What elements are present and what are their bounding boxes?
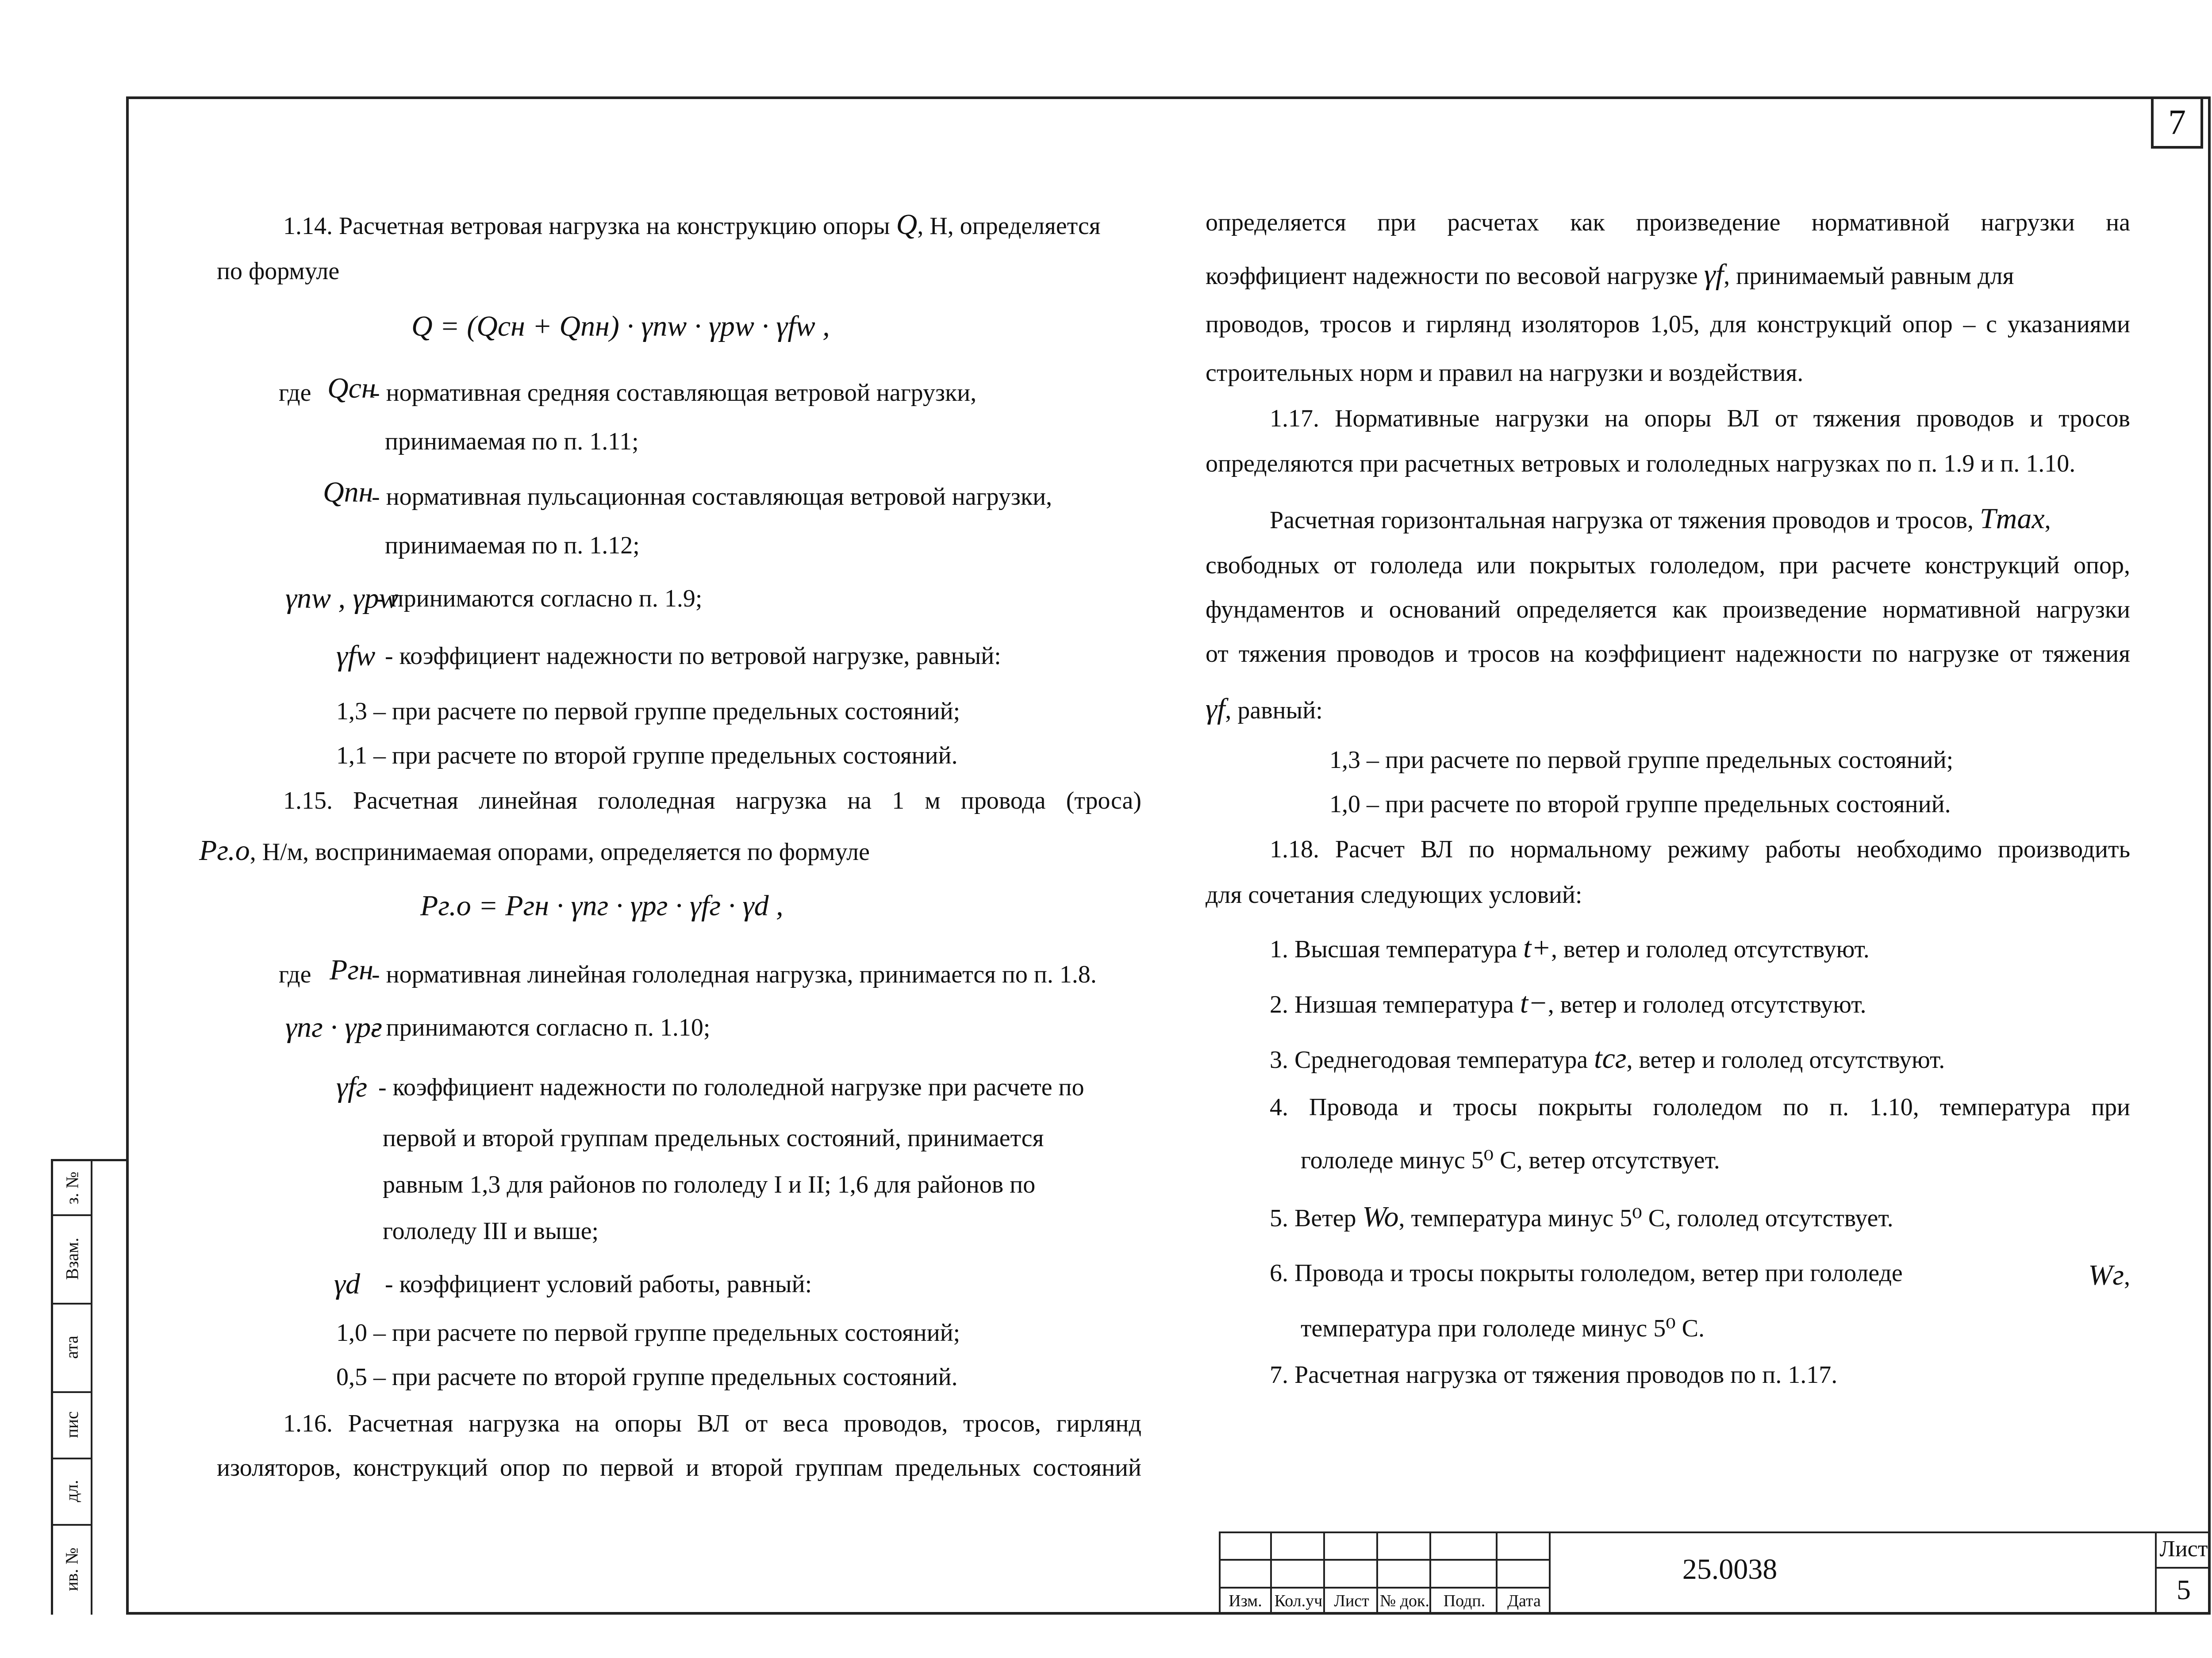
gde-label-2: где [279,961,311,988]
side-cell-5: дл. [53,1458,91,1526]
condition-7: 7. Расчетная нагрузка от тяжения проводов по п. 1.17. [1270,1361,1838,1389]
gamma-fg-definition-3: равным 1,3 для районов по гололеду I и II; 1,6 для районов по [383,1171,1036,1198]
gamma-d-value-1: 1,0 – при расчете по первой группе предельных состояний; [336,1319,960,1347]
stamp-row-line-2 [1219,1587,1551,1589]
gamma-ng-pg-symbol: γnг · γpг [285,1011,383,1044]
p116-line2: изоляторов, конструкций опор по первой и второй группам предельных состояний [217,1454,1141,1481]
side-cell-2: Взам. [53,1214,91,1305]
side-cell-3: ата [53,1303,91,1393]
p115-line2: Pг.о, Н/м, воспринимаемая опорами, определяется по формуле [199,834,870,867]
stamp-header-data: Дата [1507,1592,1541,1610]
stamp-header-kolvo: Кол.уч [1274,1592,1323,1610]
gamma-fg-definition-2: первой и второй группам предельных состояний, принимается [383,1125,1044,1152]
formula-1-15: Pг.о = Pгн · γnг · γpг · γfг · γd , [420,890,783,922]
stamp-header-podp: Подп. [1443,1592,1486,1610]
r-line14: 1.18. Расчет ВЛ по нормальному режиму работы необходимо производить [1270,836,2130,863]
gamma-nw-pw-symbol: γnw , γpw [285,582,399,614]
r-line15: для сочетания следующих условий: [1206,881,1582,909]
stamp-header-doc: № док. [1379,1592,1430,1610]
condition-4: 4. Провода и тросы покрыты гололедом по п. 1.10, температура при [1270,1094,2130,1121]
qc-definition: - нормативная средняя составляющая ветровой нагрузки, [372,379,977,407]
pg-symbol: Pгн [330,954,373,986]
pg-definition: - нормативная линейная гололедная нагрузка, принимается по п. 1.8. [372,961,1097,988]
qp-definition: - нормативная пульсационная составляющая ветровой нагрузки, [372,483,1052,510]
side-cell-6: ив. № [62,1547,82,1591]
condition-6: 6. Провода и тросы покрыты гололедом, ветер при гололеде Wг, [1270,1259,2130,1291]
r-line12: 1,3 – при расчете по первой группе предельных состояний; [1329,746,1954,774]
gamma-fw-value-2: 1,1 – при расчете по второй группе предельных состояний. [336,742,958,769]
condition-4-cont: гололеде минус 5⁰ С, ветер отсутствует. [1301,1147,1720,1174]
sheet-label: Лист [2159,1536,2208,1562]
side-cell-4: пис [53,1391,91,1459]
p115-line1: 1.15. Расчетная линейная гололедная нагрузка на 1 м провода (троса) [283,787,1141,814]
sheet-number: 5 [2177,1574,2191,1605]
condition-3: 3. Среднегодовая температура tсг, ветер и гололед отсутствуют. [1270,1042,1945,1075]
r-line6: определяются при расчетных ветровых и гололедных нагрузках по п. 1.9 и п. 1.10. [1206,450,2076,477]
condition-2: 2. Низшая температура t−, ветер и гололед отсутствуют. [1270,987,1866,1019]
stamp-row-line-1 [1219,1559,1551,1561]
gamma-ng-pg-definition: - принимаются согласно п. 1.10; [372,1014,710,1041]
qp-symbol: Qпн [323,476,373,508]
p116-line1: 1.16. Расчетная нагрузка на опоры ВЛ от веса проводов, тросов, гирлянд [283,1410,1141,1437]
r-line13: 1,0 – при расчете по второй группе предельных состояний. [1329,791,1951,818]
gamma-fw-value-1: 1,3 – при расчете по первой группе предельных состояний; [336,698,960,725]
r-line1: определяется при расчетах как произведение нормативной нагрузки на [1206,209,2130,236]
qp-definition-2: принимаемая по п. 1.12; [385,532,640,559]
stamp-header-list: Лист [1334,1592,1369,1610]
r-line3: проводов, тросов и гирлянд изоляторов 1,05, для конструкций опор – с указаниями [1206,311,2130,338]
r-line4: строительных норм и правил на нагрузки и воздействия. [1206,359,1804,387]
document-code: 25.0038 [1682,1553,1778,1585]
stamp-sheet-divider [2157,1567,2211,1569]
qc-definition-2: принимаемая по п. 1.11; [385,428,639,455]
gamma-fg-definition-4: гололеду III и выше; [383,1217,599,1245]
p114-line1: 1.14. Расчетная ветровая нагрузка на конструкцию опоры Q, Н, определяется [283,208,1101,241]
gde-label-1: где [279,379,311,407]
condition-1: 1. Высшая температура t+, ветер и гололед отсутствуют. [1270,932,1870,964]
r-line7: Расчетная горизонтальная нагрузка от тяжения проводов и тросов, Tmax, [1270,503,2051,535]
r-line8: свободных от гололеда или покрытых гололедом, при расчете конструкций опор, [1206,552,2130,579]
gamma-d-definition: - коэффициент условий работы, равный: [385,1270,812,1298]
r-line2: коэффициент надежности по весовой нагрузке γf, принимаемый равным для [1206,258,2014,291]
r-line5: 1.17. Нормативные нагрузки на опоры ВЛ от тяжения проводов и тросов [1270,405,2130,432]
gamma-fw-definition: - коэффициент надежности по ветровой нагрузке, равный: [385,642,1001,670]
r-line9: фундаментов и оснований определяется как произведение нормативной нагрузки [1206,596,2130,623]
side-cell-1: з. № [53,1161,91,1216]
r-line10: от тяжения проводов и тросов на коэффициент надежности по нагрузке от тяжения [1206,640,2130,668]
gamma-nw-pw-definition: - принимаются согласно п. 1.9; [376,585,703,612]
r-line11: γf, равный: [1206,693,1323,725]
condition-5: 5. Ветер Wo, температура минус 5⁰ С, гололед отсутствует. [1270,1201,1893,1233]
gamma-fg-definition: - коэффициент надежности по гололедной нагрузке при расчете по [378,1074,1084,1101]
qc-symbol: Qcн [327,372,376,404]
gamma-d-value-2: 0,5 – при расчете по второй группе предельных состояний. [336,1363,958,1391]
condition-6-cont: температура при гололеде минус 5⁰ С. [1301,1315,1705,1342]
stamp-header-izm: Изм. [1229,1592,1262,1610]
gamma-d-symbol: γd [334,1268,361,1300]
gamma-fw-symbol: γfw [336,640,376,672]
gamma-fg-symbol: γfг [336,1071,368,1103]
side-stamp-strip [51,1159,126,1615]
formula-1-14: Q = (Qсн + Qпн) · γnw · γpw · γfw , [411,310,830,342]
p114-line2: по формуле [217,257,340,285]
page-number: 7 [2151,96,2203,149]
